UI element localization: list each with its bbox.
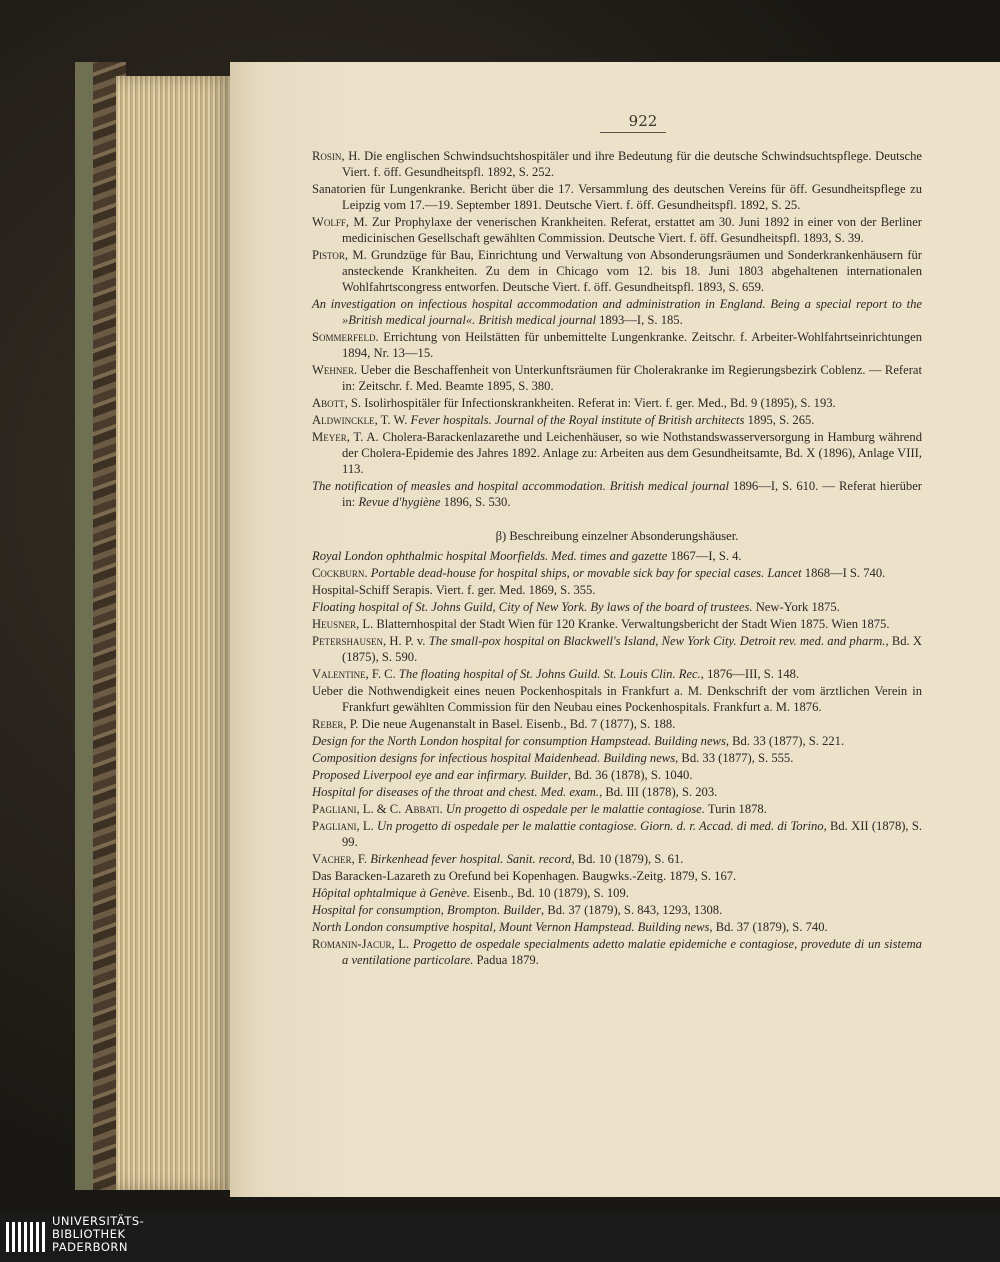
entry-text: , H. Die englischen Schwindsuchtshospitäler und ihre Bedeutung für die deutsche Schwindsuchtspflege. Deutsche Viert. f. öff. Gesundheitspfl. 1892, S. 252. xyxy=(341,149,922,179)
entry-text: Proposed Liverpool eye and ear infirmary. Builder xyxy=(312,768,568,782)
book-page xyxy=(230,62,1000,1197)
entry-text: Composition designs for infectious hospital Maidenhead. Building news xyxy=(312,751,676,765)
entry-text: Floating hospital of St. Johns Guild, City of New York. By laws of the board of trustees. xyxy=(312,600,753,614)
entry-text: An investigation on infectious hospital accommodation and administration in England. Being a special report to the »British medical journal«. British medical journal xyxy=(312,297,922,327)
logo-line-1: UNIVERSITÄTS- xyxy=(52,1214,145,1228)
entry-text: , Bd. III (1878), S. 203. xyxy=(599,785,718,799)
bibliography-entry xyxy=(312,478,922,510)
entry-text: Hospital for consumption, Brompton. Builder xyxy=(312,903,542,917)
entry-text: , T. A. Cholera-Barackenlazarethe und Leichenhäuser, so wie Nothstandswasserversorgung in Hamburg während der Cholera-Epidemie des Jahres 1892. Anlage zu: Arbeiten aus dem Gesundheitsamte, Bd. X (1896), Anlage VIII, 113. xyxy=(342,430,922,476)
bibliography-entry xyxy=(312,582,922,598)
entry-text: , L. xyxy=(391,937,413,951)
entry-text: 1867—I, S. 4. xyxy=(667,549,742,563)
entry-text: , Bd. X (1875), S. 590. xyxy=(342,634,923,664)
entry-text: , M. Zur Prophylaxe der venerischen Krankheiten. Referat, erstattet am 30. Juni 1892 in einer von der Berliner medicinischen Gesellschaft gewählten Commission. Deutsche Viert. f. öff. Gesundheitspfl. 1893, S. 39. xyxy=(342,215,922,245)
entry-text: , L. xyxy=(356,819,378,833)
bibliography-entry xyxy=(312,868,922,884)
entry-text: 1896—I, S. 610. — Referat hierüber in: xyxy=(342,479,923,509)
bibliography-entry xyxy=(312,548,922,564)
entry-text: Hospital for diseases of the throat and chest. Med. exam. xyxy=(312,785,600,799)
entry-text: Royal London ophthalmic hospital Moorfields. Med. times and gazette xyxy=(312,549,668,563)
bibliography-entry xyxy=(312,214,922,246)
entry-author: Cockburn xyxy=(312,566,365,580)
entry-text: Un progetto di ospedale per le malattie contagiose. Giorn. d. r. Accad. di med. di Torino xyxy=(377,819,824,833)
entry-text: Fever hospitals. Journal of the Royal institute of British architects xyxy=(410,413,745,427)
entry-text: , P. Die neue Augenanstalt in Basel. Eisenb., Bd. 7 (1877), S. 188. xyxy=(343,717,676,731)
bibliography-list-general xyxy=(312,148,922,510)
bibliography-entry xyxy=(312,716,922,732)
entry-author: Reber xyxy=(312,717,344,731)
entry-text: Progetto de ospedale specialments adetto malatie epidemiche e contagiose, provedute di un sistema a ventilatione particolare. xyxy=(342,937,922,967)
entry-text: 1896, S. 530. xyxy=(440,495,511,509)
entry-text: 1895, S. 265. xyxy=(744,413,815,427)
bibliography-entry xyxy=(312,329,922,361)
entry-text: , Bd. 37 (1879), S. 740. xyxy=(709,920,828,934)
entry-text: Padua 1879. xyxy=(473,953,539,967)
entry-text: Revue d'hygiène xyxy=(358,495,441,509)
page-number-rule xyxy=(600,132,666,133)
library-logo-icon xyxy=(4,1218,48,1256)
bibliography-entry xyxy=(312,181,922,213)
entry-text: North London consumptive hospital, Mount Vernon Hampstead. Building news xyxy=(312,920,710,934)
bibliography-entry xyxy=(312,767,922,783)
entry-author: Valentine xyxy=(312,667,366,681)
bibliography-entry xyxy=(312,616,922,632)
entry-text: Portable dead-house for hospital ships, or movable sick bay for special cases. Lancet xyxy=(370,566,802,580)
entry-text: . xyxy=(364,566,371,580)
entry-author: Heusner xyxy=(312,617,357,631)
entry-text: Hôpital ophtalmique à Genève. xyxy=(312,886,471,900)
entry-text: , Bd. XII (1878), S. 99. xyxy=(342,819,922,849)
bibliography-entry xyxy=(312,851,922,867)
entry-text: , Bd. 36 (1878), S. 1040. xyxy=(567,768,693,782)
entry-text: Hospital-Schiff Serapis. Viert. f. ger. Med. 1869, S. 355. xyxy=(312,583,596,597)
bibliography xyxy=(312,148,922,969)
logo-line-2: BIBLIOTHEK xyxy=(52,1227,126,1241)
entry-text: , Bd. 33 (1877), S. 555. xyxy=(675,751,794,765)
entry-text: , T. W. xyxy=(374,413,411,427)
entry-author: Pistor xyxy=(312,248,345,262)
entry-text: , F. xyxy=(351,852,371,866)
entry-author: Petershausen xyxy=(312,634,384,648)
bibliography-entry xyxy=(312,683,922,715)
entry-text: , L. & C. xyxy=(356,802,405,816)
entry-text: 1893—I, S. 185. xyxy=(595,313,683,327)
entry-text: , Bd. 10 (1879), S. 61. xyxy=(571,852,684,866)
entry-author: Aldwinckle xyxy=(312,413,375,427)
bibliography-entry xyxy=(312,565,922,581)
entry-text: . Ueber die Beschaffenheit von Unterkunftsräumen für Cholerakranke im Regierungsbezirk Coblenz. — Referat in: Zeitschr. f. Med. Beamte 1895, S. 380. xyxy=(342,363,922,393)
entry-text: The notification of measles and hospital accommodation. British medical journal xyxy=(312,479,730,493)
entry-text: , L. Blatternhospital der Stadt Wien für 120 Kranke. Verwaltungsbericht der Stadt Wien 1875. Wien 1875. xyxy=(356,617,890,631)
entry-author: Abbati xyxy=(404,802,440,816)
bibliography-entry xyxy=(312,395,922,411)
library-logo-text xyxy=(52,1215,144,1254)
entry-text: . xyxy=(439,802,446,816)
bibliography-entry xyxy=(312,412,922,428)
entry-author: Meyer xyxy=(312,430,347,444)
entry-author: Sommerfeld xyxy=(312,330,376,344)
entry-text: The small-pox hospital on Blackwell's Island, New York City. Detroit rev. med. and pharm. xyxy=(428,634,886,648)
bibliography-entry xyxy=(312,902,922,918)
bibliography-entry xyxy=(312,885,922,901)
entry-author: Rosin xyxy=(312,149,342,163)
entry-text: , H. P. v. xyxy=(383,634,429,648)
entry-text: Das Baracken-Lazareth zu Orefund bei Kopenhagen. Baugwks.-Zeitg. 1879, S. 167. xyxy=(312,869,737,883)
entry-text: , M. Grundzüge für Bau, Einrichtung und Verwaltung von Absonderungsräumen und Sonderkrankenhäusern für ansteckende Krankheiten. Zu dem in Chicago vom 12. bis 18. Juni 1803 abgehaltenen internationalen Wohlfahrtscongress entworfen. Deutsche Viert. f. öff. Gesundheitspfl. 1893, S. 659. xyxy=(342,248,922,294)
bibliography-entry xyxy=(312,429,922,477)
bibliography-entry xyxy=(312,936,922,968)
bibliography-list-houses xyxy=(312,548,922,968)
bibliography-entry xyxy=(312,919,922,935)
entry-author: Pagliani xyxy=(312,802,357,816)
entry-text: , 1876—III, S. 148. xyxy=(700,667,800,681)
page-number: 922 xyxy=(628,112,658,130)
entry-text: New-York 1875. xyxy=(752,600,840,614)
book-spine xyxy=(75,62,93,1190)
logo-line-3: PADERBORN xyxy=(52,1240,129,1254)
bibliography-entry xyxy=(312,296,922,328)
entry-text: , Bd. 37 (1879), S. 843, 1293, 1308. xyxy=(541,903,723,917)
entry-text: The floating hospital of St. Johns Guild. St. Louis Clin. Rec. xyxy=(398,667,701,681)
entry-author: Romanin-Jacur xyxy=(312,937,392,951)
bibliography-entry xyxy=(312,362,922,394)
entry-text: , F. C. xyxy=(365,667,399,681)
bibliography-entry xyxy=(312,818,922,850)
entry-text: , Bd. 33 (1877), S. 221. xyxy=(725,734,845,748)
entry-text: Eisenb., Bd. 10 (1879), S. 109. xyxy=(470,886,629,900)
entry-text: Ueber die Nothwendigkeit eines neuen Pockenhospitals in Frankfurt a. M. Denkschrift der vom ärztlichen Verein in Frankfurt gewählten Commission für den Neubau eines Pockenhospitals. Frankfurt a. M. 1876. xyxy=(312,684,922,714)
bibliography-entry xyxy=(312,633,922,665)
entry-text: Design for the North London hospital for consumption Hampstead. Building news xyxy=(312,734,726,748)
entry-author: Vacher xyxy=(312,852,352,866)
bibliography-entry xyxy=(312,599,922,615)
entry-text: 1868—I S. 740. xyxy=(801,566,886,580)
bibliography-entry xyxy=(312,247,922,295)
entry-author: Wolff xyxy=(312,215,346,229)
library-footer xyxy=(0,1212,1000,1262)
entry-text: Turin 1878. xyxy=(704,802,767,816)
bibliography-entry xyxy=(312,750,922,766)
entry-text: Sanatorien für Lungenkranke. Bericht über die 17. Versammlung des deutschen Vereins für öff. Gesundheitspflege zu Leipzig vom 17.—19. September 1891. Deutsche Viert. f. öff. Gesundheitspfl. 1892, S. 25. xyxy=(312,182,922,212)
entry-author: Wehner xyxy=(312,363,354,377)
bibliography-entry xyxy=(312,801,922,817)
entry-author: Abott xyxy=(312,396,345,410)
bibliography-entry xyxy=(312,733,922,749)
bibliography-entry xyxy=(312,148,922,180)
entry-text: Birkenhead fever hospital. Sanit. record xyxy=(370,852,572,866)
entry-author: Pagliani xyxy=(312,819,357,833)
entry-text: Un progetto di ospedale per le malattie contagiose. xyxy=(445,802,705,816)
bibliography-entry xyxy=(312,784,922,800)
page-edges xyxy=(116,76,234,1190)
entry-text: . Errichtung von Heilstätten für unbemittelte Lungenkranke. Zeitschr. f. Arbeiter-Wohlfahrtseinrichtungen 1894, Nr. 13—15. xyxy=(342,330,922,360)
bibliography-entry xyxy=(312,666,922,682)
entry-text: , S. Isolirhospitäler für Infectionskrankheiten. Referat in: Viert. f. ger. Med., Bd. 9 (1895), S. 193. xyxy=(344,396,836,410)
section-heading: β) Beschreibung einzelner Absonderungshäuser. xyxy=(495,529,739,543)
